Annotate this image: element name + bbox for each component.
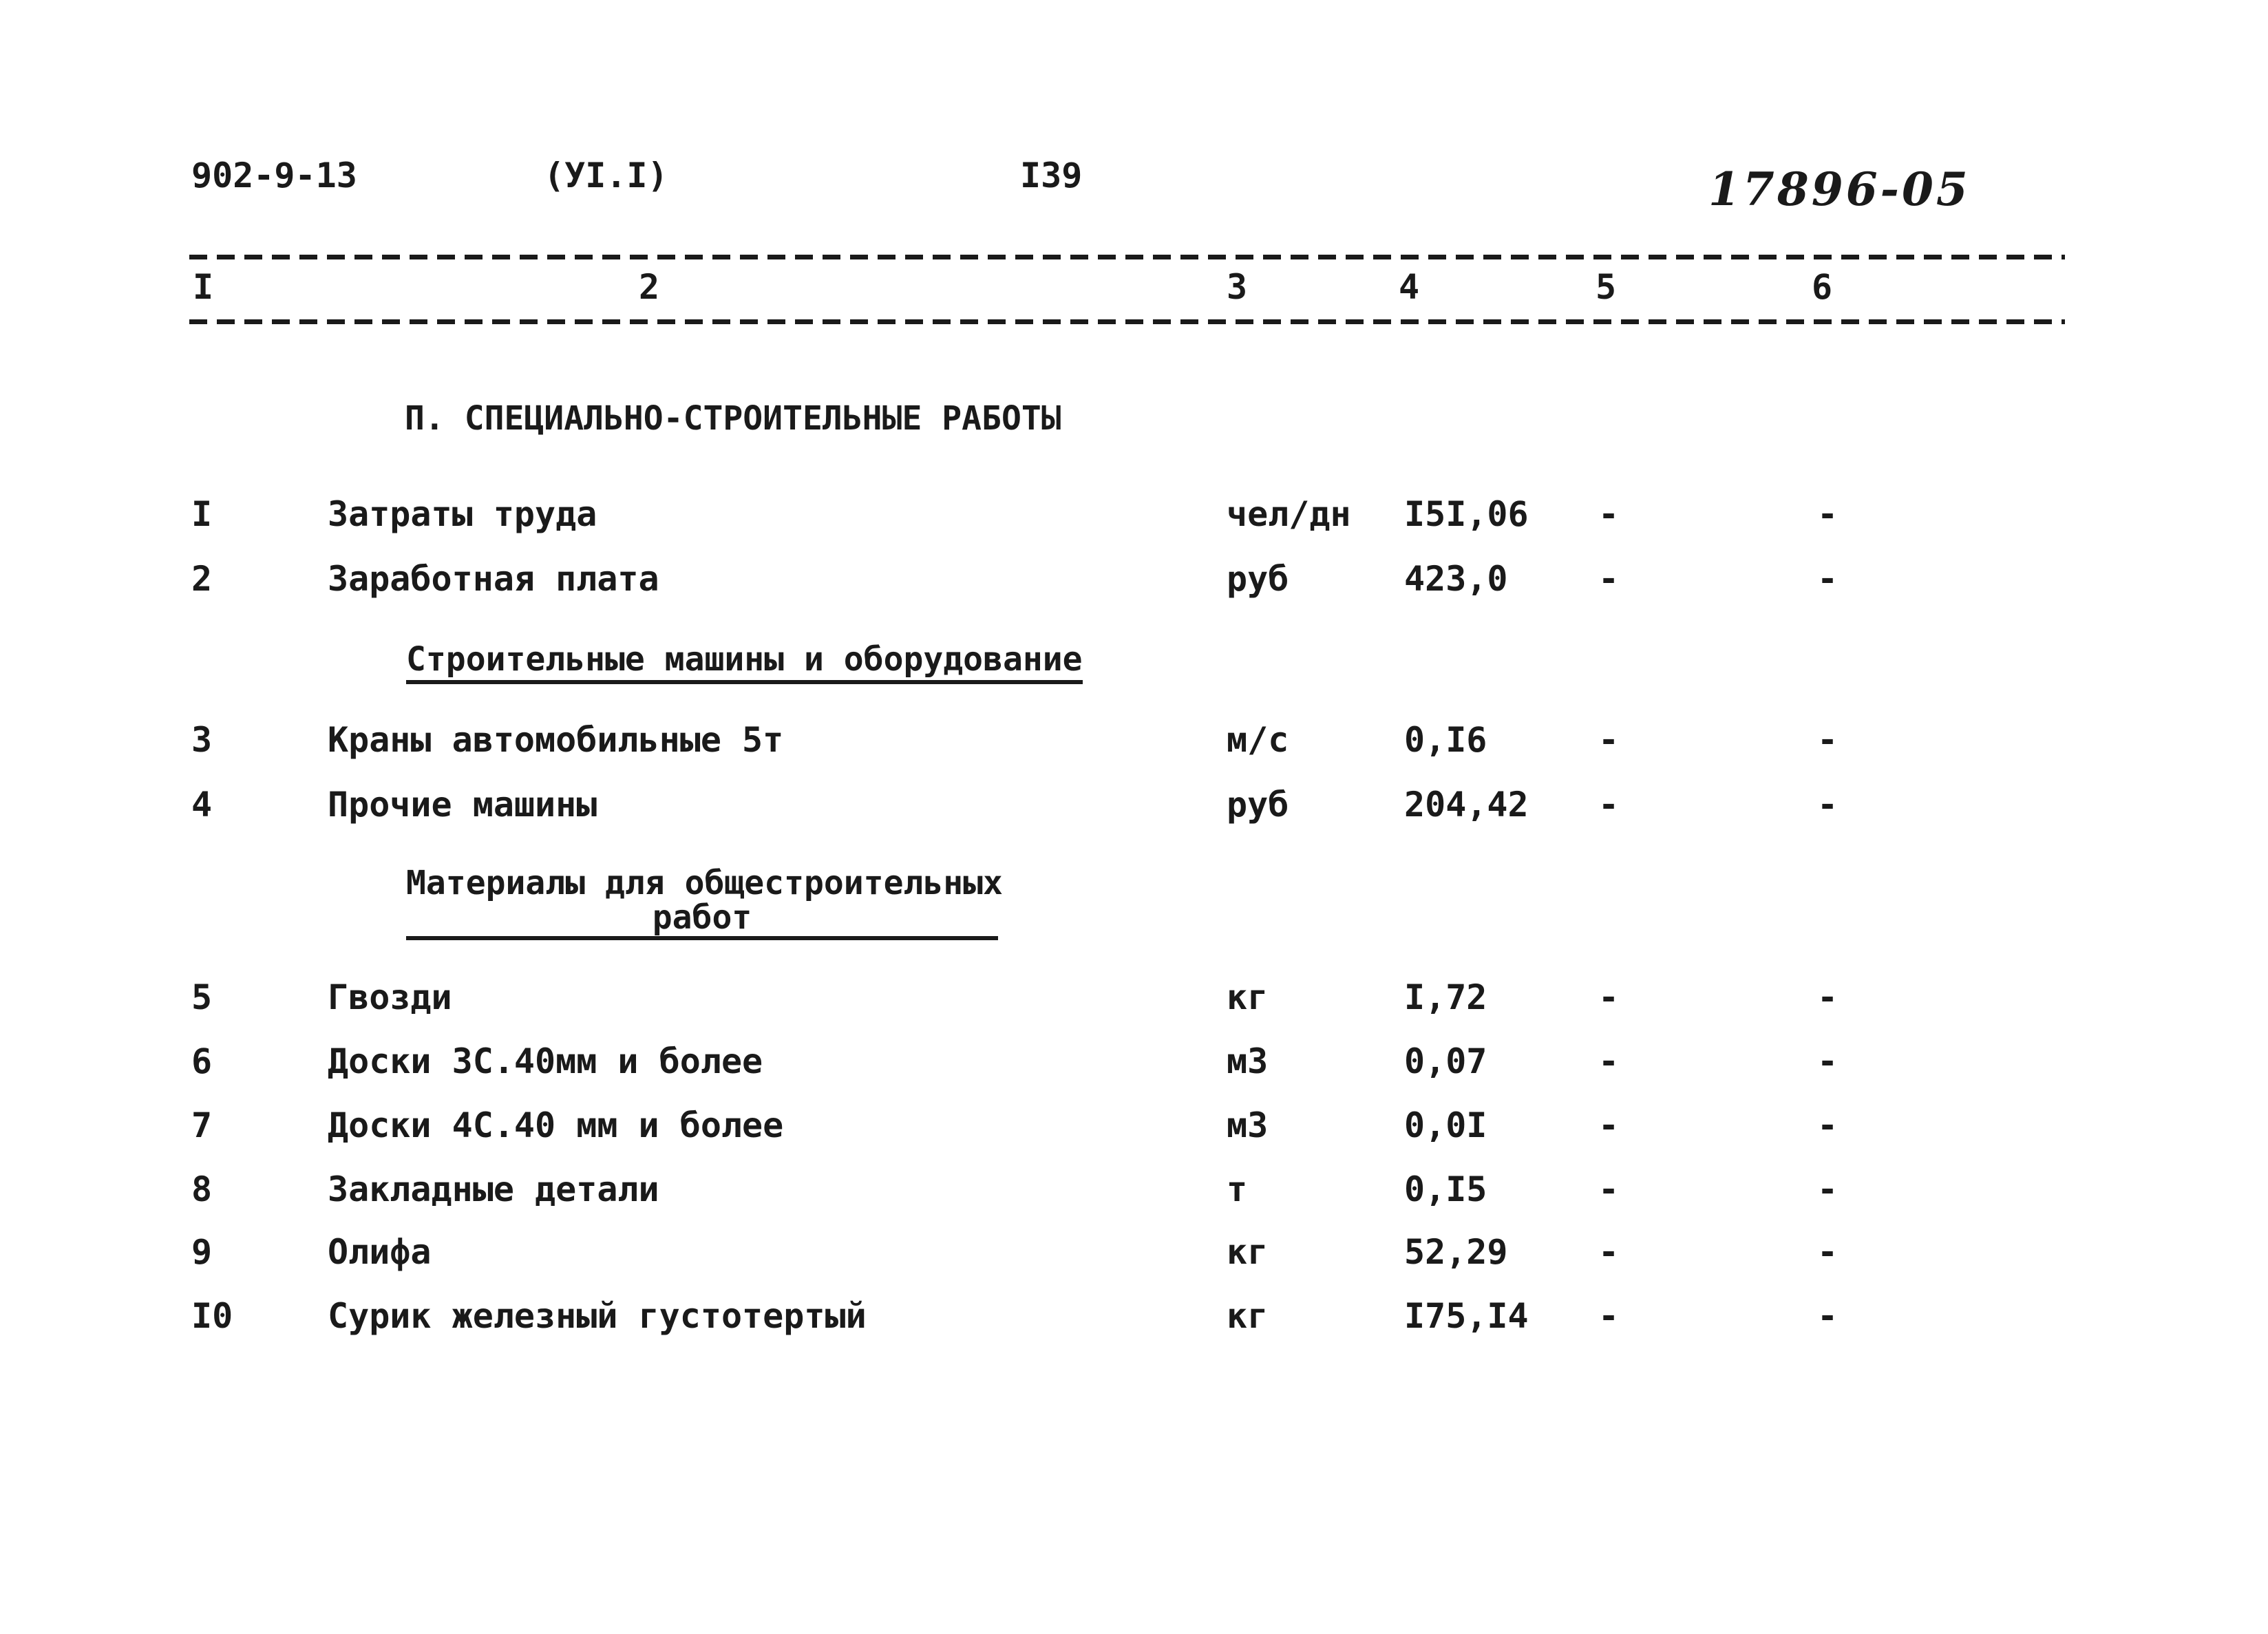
row-col5: - bbox=[1598, 1232, 1620, 1272]
group-heading-materials-line1: Материалы для общестроительных bbox=[406, 864, 1003, 902]
page-number: I39 bbox=[1020, 156, 1083, 195]
row-value: I75,I4 bbox=[1404, 1296, 1529, 1336]
column-number-3: 3 bbox=[1227, 267, 1248, 307]
row-value: 204,42 bbox=[1404, 785, 1529, 825]
table-row bbox=[0, 720, 2268, 768]
row-unit: т bbox=[1227, 1169, 1248, 1209]
column-number-5: 5 bbox=[1596, 267, 1617, 307]
table-row bbox=[0, 494, 2268, 542]
doc-code: 902-9-13 bbox=[191, 156, 357, 195]
row-unit: руб bbox=[1227, 559, 1289, 599]
table-row bbox=[0, 1105, 2268, 1154]
table-row bbox=[0, 977, 2268, 1026]
row-value: 0,I5 bbox=[1404, 1169, 1487, 1209]
row-value: 52,29 bbox=[1404, 1232, 1508, 1272]
group-heading-machines: Строительные машины и оборудование bbox=[406, 640, 1083, 684]
row-number: 4 bbox=[191, 785, 213, 825]
handwritten-number: 17896-05 bbox=[1708, 162, 1971, 216]
row-name: Краны автомобильные 5т bbox=[328, 720, 784, 760]
row-col6: - bbox=[1817, 720, 1838, 760]
row-col6: - bbox=[1817, 1041, 1838, 1081]
table-row bbox=[0, 1041, 2268, 1090]
row-col5: - bbox=[1598, 1105, 1620, 1145]
row-unit: кг bbox=[1227, 1232, 1269, 1272]
row-number: 3 bbox=[191, 720, 213, 760]
table-row bbox=[0, 1296, 2268, 1344]
row-value: I5I,06 bbox=[1404, 494, 1529, 534]
column-header-bottom-rule bbox=[189, 319, 2065, 324]
group-heading-materials bbox=[406, 864, 1003, 940]
row-number: 2 bbox=[191, 559, 213, 599]
table-row bbox=[0, 559, 2268, 607]
row-name: Затраты труда bbox=[328, 494, 597, 534]
row-number: 5 bbox=[191, 977, 213, 1017]
row-col5: - bbox=[1598, 1296, 1620, 1336]
row-name: Доски 4С.40 мм и более bbox=[328, 1105, 784, 1145]
column-number-6: 6 bbox=[1812, 267, 1833, 307]
row-col6: - bbox=[1817, 1105, 1838, 1145]
row-col6: - bbox=[1817, 1296, 1838, 1336]
row-unit: м3 bbox=[1227, 1041, 1269, 1081]
group-heading-materials-line2: работ bbox=[652, 898, 752, 937]
row-name: Олифа bbox=[328, 1232, 432, 1272]
row-number: 9 bbox=[191, 1232, 213, 1272]
row-number: I bbox=[191, 494, 213, 534]
row-col5: - bbox=[1598, 785, 1620, 825]
row-unit: руб bbox=[1227, 785, 1289, 825]
row-value: 0,I6 bbox=[1404, 720, 1487, 760]
row-unit: чел/дн bbox=[1227, 494, 1351, 534]
table-row bbox=[0, 1169, 2268, 1218]
row-name: Сурик железный густотертый bbox=[328, 1296, 867, 1336]
row-value: I,72 bbox=[1404, 977, 1487, 1017]
table-row bbox=[0, 1232, 2268, 1280]
row-name: Доски 3С.40мм и более bbox=[328, 1041, 763, 1081]
row-name: Прочие машины bbox=[328, 785, 597, 825]
row-unit: кг bbox=[1227, 977, 1269, 1017]
row-name: Закладные детали bbox=[328, 1169, 659, 1209]
column-header-top-rule bbox=[189, 255, 2065, 259]
row-number: I0 bbox=[191, 1296, 233, 1336]
row-value: 0,07 bbox=[1404, 1041, 1487, 1081]
row-unit: м3 bbox=[1227, 1105, 1269, 1145]
row-col5: - bbox=[1598, 494, 1620, 534]
row-name: Заработная плата bbox=[328, 559, 659, 599]
row-col5: - bbox=[1598, 1041, 1620, 1081]
section-title: П. СПЕЦИАЛЬНО-СТРОИТЕЛЬНЫЕ РАБОТЫ bbox=[405, 399, 1061, 438]
row-number: 6 bbox=[191, 1041, 213, 1081]
row-name: Гвозди bbox=[328, 977, 452, 1017]
row-number: 8 bbox=[191, 1169, 213, 1209]
section-ref: (УI.I) bbox=[544, 156, 668, 195]
column-number-4: 4 bbox=[1399, 267, 1420, 307]
row-number: 7 bbox=[191, 1105, 213, 1145]
row-col6: - bbox=[1817, 977, 1838, 1017]
row-col6: - bbox=[1817, 785, 1838, 825]
row-col5: - bbox=[1598, 559, 1620, 599]
row-col5: - bbox=[1598, 977, 1620, 1017]
column-number-2: 2 bbox=[639, 267, 660, 307]
row-col6: - bbox=[1817, 559, 1838, 599]
row-value: 0,0I bbox=[1404, 1105, 1487, 1145]
row-unit: м/с bbox=[1227, 720, 1289, 760]
row-col5: - bbox=[1598, 1169, 1620, 1209]
row-col5: - bbox=[1598, 720, 1620, 760]
row-value: 423,0 bbox=[1404, 559, 1508, 599]
column-number-1: I bbox=[193, 267, 214, 307]
row-unit: кг bbox=[1227, 1296, 1269, 1336]
row-col6: - bbox=[1817, 1169, 1838, 1209]
table-row bbox=[0, 785, 2268, 833]
row-col6: - bbox=[1817, 494, 1838, 534]
row-col6: - bbox=[1817, 1232, 1838, 1272]
